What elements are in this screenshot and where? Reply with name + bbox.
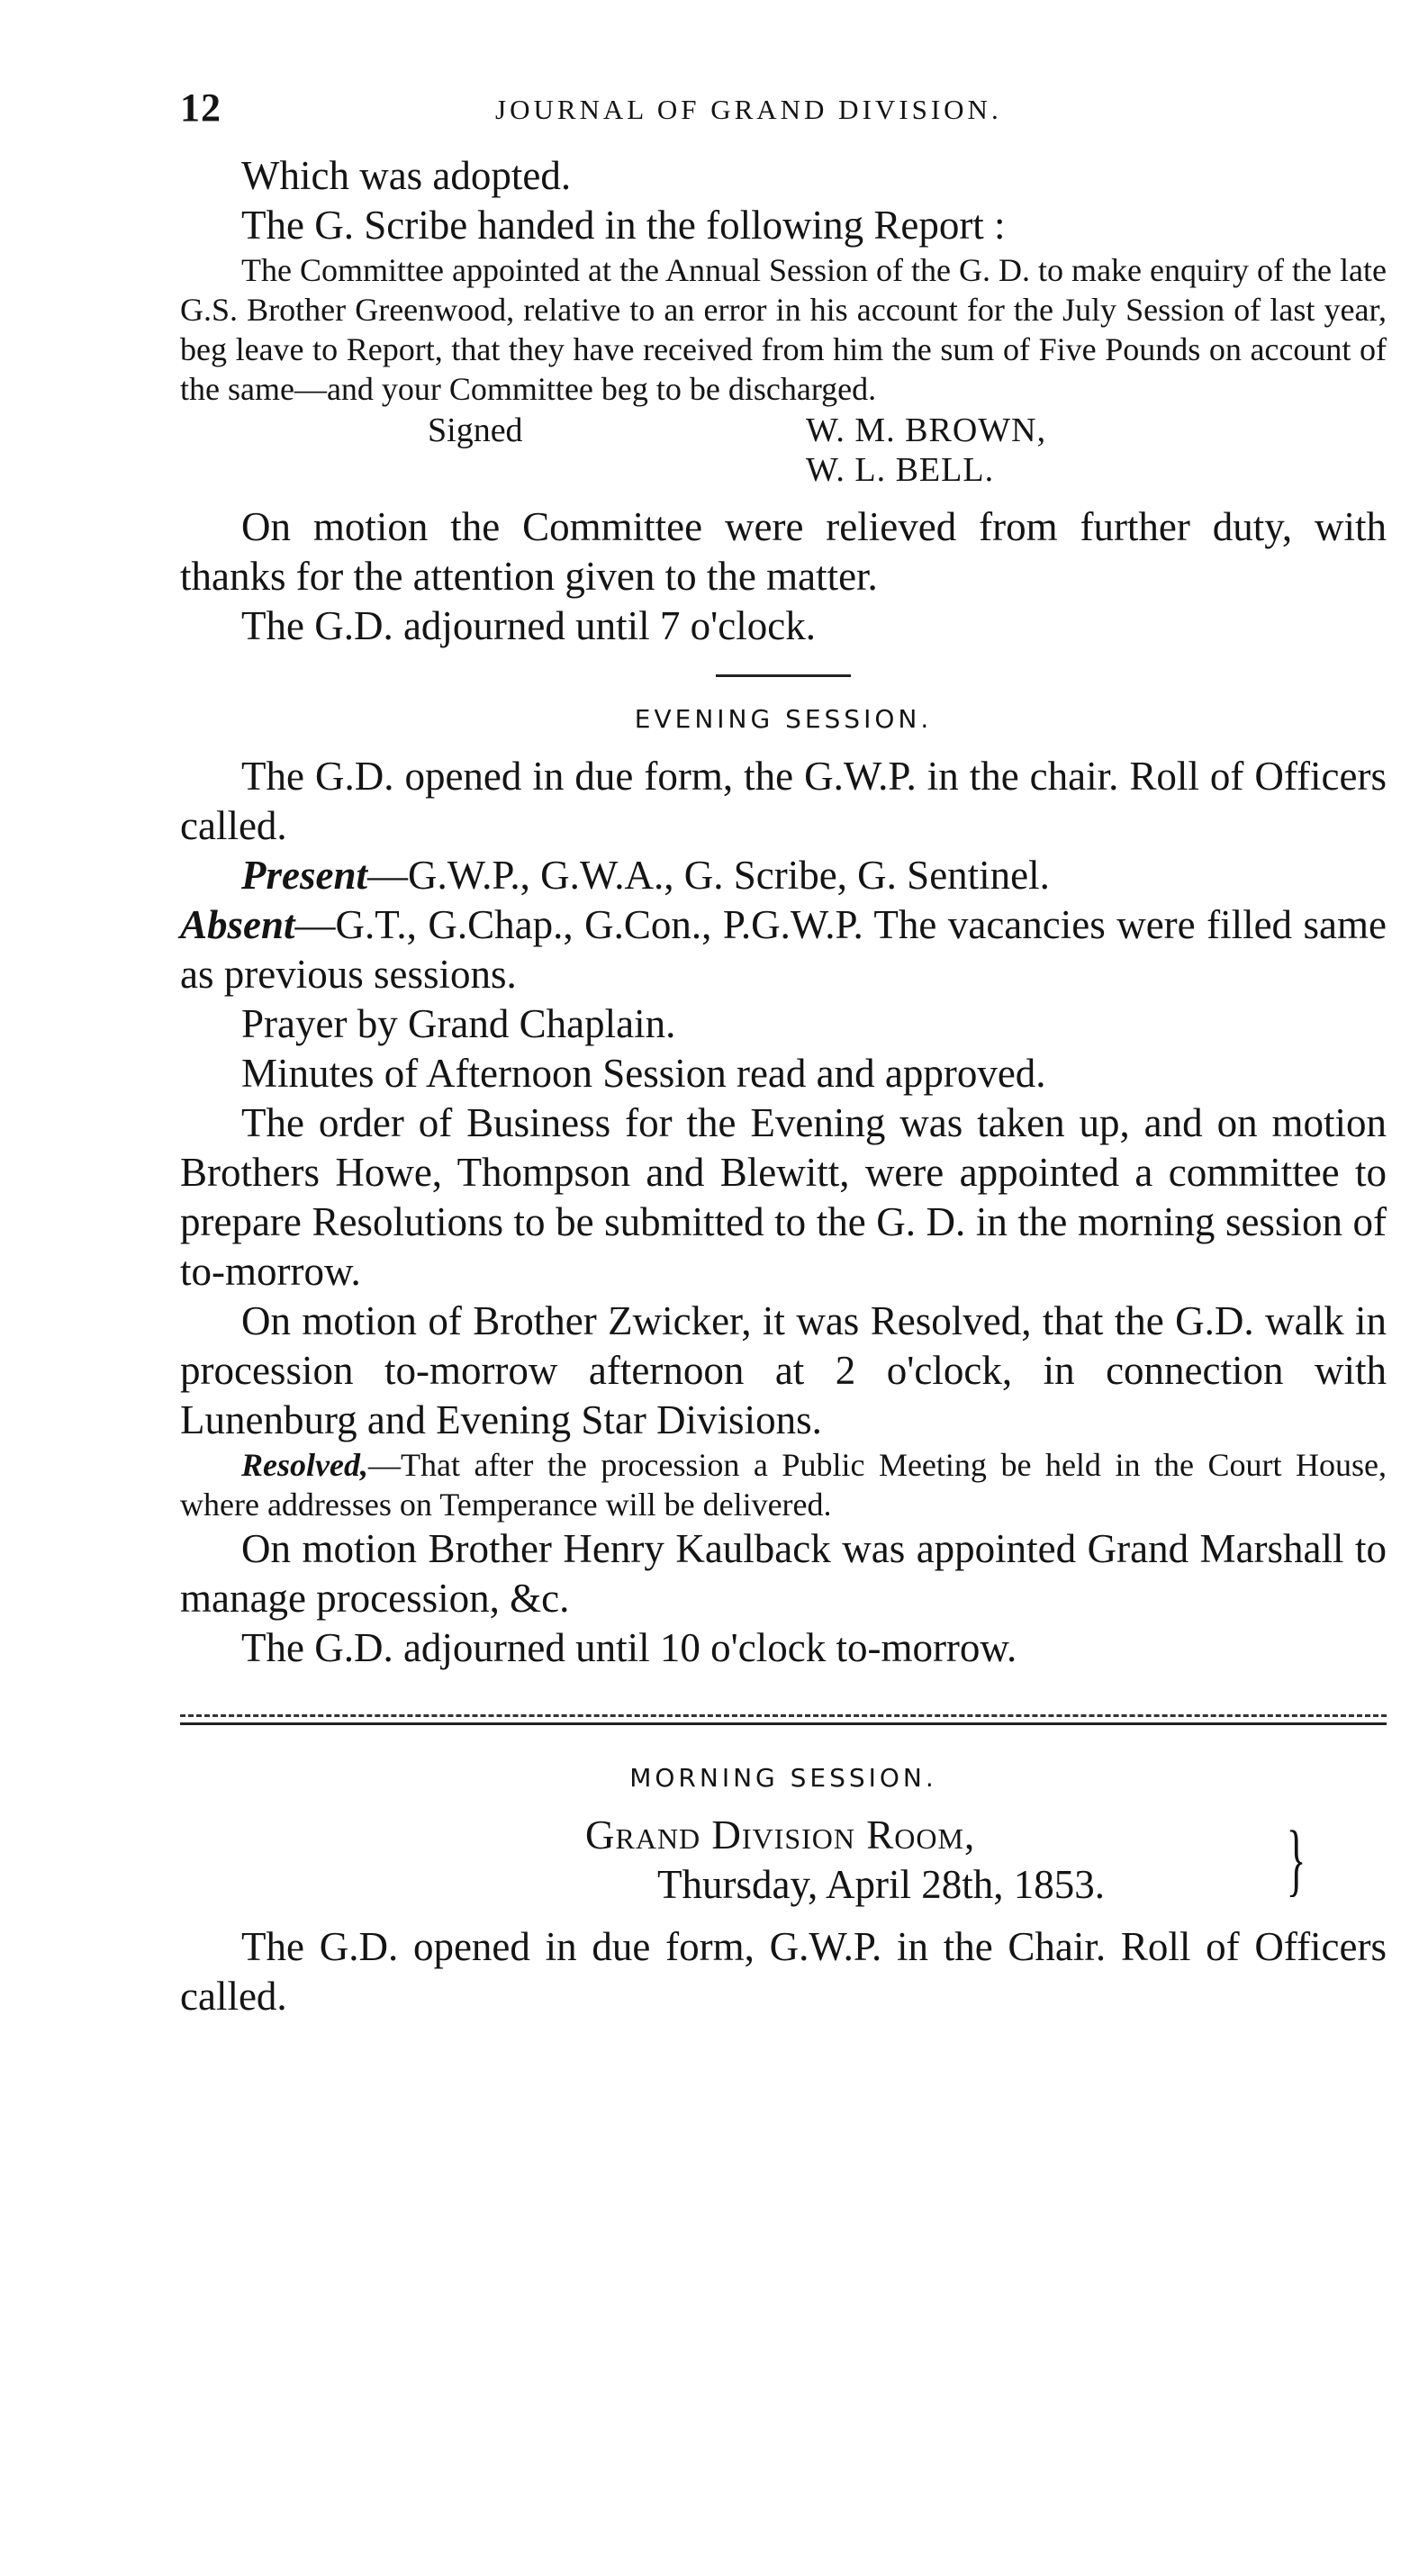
paragraph-adopted: Which was adopted.	[241, 153, 572, 198]
evening-session-heading: EVENING SESSION.	[634, 704, 933, 734]
brace-mark: }	[1286, 1815, 1306, 1904]
page-content	[180, 81, 1387, 2021]
signed-label: Signed	[428, 411, 523, 449]
paragraph-committee-relieved: On motion the Committee were relieved from further duty, with thanks for the attention given to the matter.	[180, 504, 1387, 599]
paragraph-order-of-business: The order of Business for the Evening was taken up, and on motion Brothers Howe, Thompson and Blewitt, were appointed a committee to prepare Resolutions to be submitted to the G. D. in the morning session of to-morrow.	[180, 1100, 1387, 1294]
present-label: Present	[241, 853, 367, 898]
dashed-divider	[180, 1714, 1387, 1717]
absent-label: Absent	[180, 902, 295, 947]
paragraph-procession: On motion of Brother Zwicker, it was Resolved, that the G.D. walk in procession to-morrow afternoon at 2 o'clock, in connection with Lunenburg and Evening Star Divisions.	[180, 1298, 1387, 1442]
paragraph-adjourned-10: The G.D. adjourned until 10 o'clock to-morrow.	[241, 1625, 1017, 1670]
paragraph-evening-opened: The G.D. opened in due form, the G.W.P. in the chair. Roll of Officers called.	[180, 754, 1387, 848]
present-text: —G.W.P., G.W.A., G. Scribe, G. Sentinel.	[367, 853, 1050, 898]
signer-bell: W. L. BELL.	[806, 451, 995, 489]
paragraph-grand-marshall: On motion Brother Henry Kaulback was appointed Grand Marshall to manage procession, &c.	[180, 1526, 1387, 1621]
paragraph-minutes-approved: Minutes of Afternoon Session read and approved.	[241, 1051, 1046, 1096]
signer-brown: W. M. BROWN,	[806, 411, 1047, 449]
page-number: 12	[180, 86, 221, 130]
paragraph-prayer: Prayer by Grand Chaplain.	[241, 1001, 676, 1046]
session-date: Thursday, April 28th, 1853.	[657, 1862, 1106, 1907]
page-header	[180, 81, 1387, 139]
morning-session-heading: MORNING SESSION.	[629, 1763, 937, 1793]
room-name: Grand Division Room,	[585, 1812, 976, 1857]
dateline	[180, 1811, 1387, 1910]
paragraph-morning-opened: The G.D. opened in due form, G.W.P. in the Chair. Roll of Officers called.	[180, 1924, 1387, 2019]
report-signature	[180, 411, 1387, 490]
paragraph-adjourned-7: The G.D. adjourned until 7 o'clock.	[241, 603, 816, 648]
paragraph-scribe-report-intro: The G. Scribe handed in the following Report :	[241, 203, 1006, 248]
committee-report: The Committee appointed at the Annual Session of the G. D. to make enquiry of the late G.S. Brother Greenwood, relative to an error in his account for the July Session of last year, beg leave to Report, that they have received from him the sum of Five Pounds on account of the same—and your Committee beg to be discharged.	[180, 252, 1387, 407]
section-divider	[716, 674, 851, 677]
resolved-label: Resolved,	[241, 1447, 368, 1483]
absent-text: —G.T., G.Chap., G.Con., P.G.W.P. The vacancies were filled same as previous sessions.	[180, 902, 1387, 997]
paragraph-resolved	[180, 1445, 1387, 1524]
paragraph-present	[180, 851, 1387, 900]
running-head: JOURNAL OF GRAND DIVISION.	[495, 94, 1002, 125]
solid-divider	[180, 1722, 1387, 1725]
resolved-text: —That after the procession a Public Meeting be held in the Court House, where addresses on Temperance will be delivered.	[180, 1447, 1387, 1523]
paragraph-absent	[180, 900, 1387, 999]
